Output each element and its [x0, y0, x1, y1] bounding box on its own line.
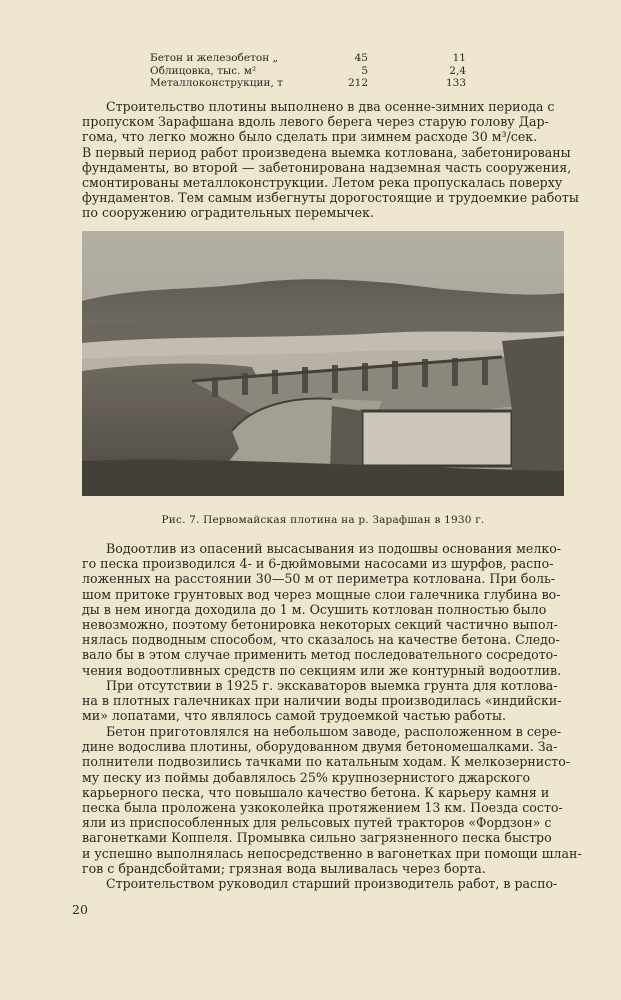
text-line: Строительство плотины выполнено в два осенне-зимних периода с	[106, 99, 555, 114]
table-row-value: 2,4	[449, 64, 466, 77]
text-line: Водоотлив из опасений высасывания из подошвы основания мелко-	[106, 541, 562, 556]
text-line: го песка производился 4- и 6-дюймовыми насосами из шурфов, распо-	[82, 556, 554, 572]
paragraph-excavation	[82, 678, 567, 724]
table-row-label: Металлоконструкции, т	[150, 77, 283, 89]
text-line: му песку из поймы добавлялось 25% крупнозернистого джарского	[82, 769, 531, 785]
text-line: вагонетками Коппеля. Промывка сильно загрязненного песка быстро	[82, 830, 552, 846]
text-line: чения водоотливных средств по секциям или же контурный водоотлив.	[82, 662, 562, 678]
table-row	[150, 65, 470, 78]
materials-table	[150, 52, 470, 90]
text-line: ми» лопатами, что являлось самой трудоемкой частью работы.	[82, 708, 507, 724]
paragraph-concrete	[82, 724, 582, 876]
table-row-label: Облицовка, тыс. м²	[150, 64, 257, 77]
text-line: смонтированы металлоконструкции. Летом река пропускалась поверху	[82, 175, 563, 191]
text-line: по сооружению оградительных перемычек.	[82, 205, 374, 221]
table-row-value: 11	[452, 52, 466, 64]
paragraph-management	[82, 876, 567, 891]
text-line: фундаментов. Тем самым избегнуты дорогостоящие и трудоемкие работы	[82, 190, 579, 206]
text-line: полнители подвозились тачками по катальным ходам. К мелкозернисто-	[82, 754, 571, 770]
paragraph-drainage	[82, 541, 567, 678]
page-number: 20	[72, 902, 88, 917]
table-row-label: Бетон и железобетон „	[150, 52, 278, 64]
figure-caption: Рис. 7. Первомайская плотина на р. Зарафшан в 1930 г.	[161, 514, 485, 526]
text-line: Строительством руководил старший производитель работ, в распо-	[106, 876, 558, 891]
text-line: фундаменты, во второй — забетонирована надземная часть сооружения,	[82, 159, 572, 175]
text-line: шом притоке грунтовых вод через мощные слои галечника глубина во-	[82, 586, 561, 602]
table-row-value: 212	[347, 77, 368, 89]
text-line: При отсутствии в 1925 г. экскаваторов выемка грунта для котлова-	[106, 678, 558, 693]
text-line: Бетон приготовлялся на небольшом заводе, расположенном в сере-	[106, 724, 562, 739]
table-row-value: 5	[361, 64, 368, 77]
text-line: ды в нем иногда доходила до 1 м. Осушить котлован полностью было	[82, 601, 547, 617]
text-line: гов с брандсбойтами; грязная вода выливалась через борта.	[82, 860, 486, 876]
table-row	[150, 52, 470, 65]
paragraph-construction-periods	[82, 99, 579, 221]
text-line: невозможно, поэтому бетонировка некоторых секций частично выпол-	[82, 617, 558, 633]
text-line: на в плотных галечниках при наличии воды производилась «индийски-	[82, 693, 562, 709]
text-line: В первый период работ произведена выемка котлована, забетонированы	[82, 144, 571, 160]
text-line: яли из приспособленных для рельсовых путей тракторов «Фордзон» с	[82, 815, 552, 831]
table-row-value: 133	[445, 77, 466, 89]
text-line: вало бы в этом случае применить метод последовательного сосредото-	[82, 647, 558, 663]
text-line: дине водослива плотины, оборудованном двумя бетономешалками. За-	[82, 739, 558, 755]
text-line: гома, что легко можно было сделать при зимнем расходе 30 м³/сек.	[82, 129, 538, 145]
text-line: нялась подводным способом, что сказалось на качестве бетона. Следо-	[82, 632, 560, 648]
dam-photograph	[82, 231, 564, 496]
text-line: песка была проложена узкоколейка протяжением 13 км. Поезда состо-	[82, 800, 563, 816]
text-line: пропуском Зарафшана вдоль левого берега через старую голову Дар-	[82, 114, 549, 130]
text-line: и успешно выполнялась непосредственно в вагонетках при помощи шлан-	[82, 845, 582, 861]
table-row-value: 45	[354, 52, 368, 64]
text-line: ложенных на расстоянии 30—50 м от периметра котлована. При боль-	[82, 571, 556, 587]
text-line: карьерного песка, что повышало качество бетона. К карьеру камня и	[82, 784, 550, 800]
table-row	[150, 77, 470, 90]
